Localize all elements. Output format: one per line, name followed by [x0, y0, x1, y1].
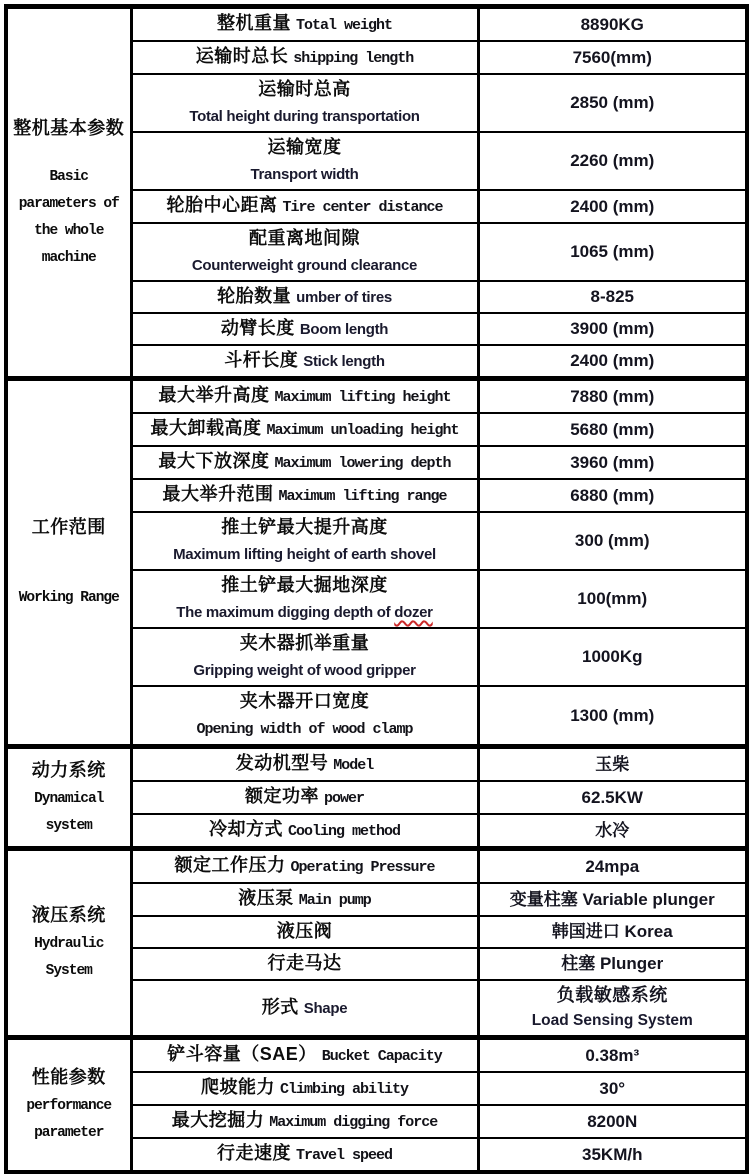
category-title-en-line: Hydraulic	[34, 936, 104, 952]
param-label-zh: 整机重量	[216, 13, 291, 33]
param-label-zh: 额定功率	[244, 786, 319, 806]
value-text: 1300 (mm)	[570, 705, 655, 725]
param-label-en: Transport width	[250, 166, 359, 183]
value-cell	[478, 413, 747, 446]
param-label-zh: 运输宽度	[267, 137, 342, 157]
spec-row	[6, 747, 747, 782]
param-label-line	[135, 918, 475, 946]
category-title-en-line: system	[45, 817, 92, 834]
param-label-zh: 最大挖掘力	[171, 1110, 265, 1130]
param-label-zh: 最大举升范围	[162, 484, 274, 504]
param-label-line	[135, 572, 475, 600]
param-label-zh: 行走速度	[216, 1143, 291, 1163]
value-text: 5680 (mm)	[570, 419, 655, 439]
param-cell	[131, 747, 478, 782]
param-cell	[131, 1072, 478, 1105]
param-cell	[131, 132, 478, 190]
param-cell	[131, 7, 478, 42]
param-label-en: umber of tires	[296, 289, 392, 306]
param-label-zh: 动臂长度	[220, 318, 295, 338]
param-cell	[131, 446, 478, 479]
param-label-zh: 行走马达	[267, 953, 342, 973]
param-cell	[131, 1138, 478, 1172]
value-cell	[478, 512, 747, 570]
param-label-line	[135, 750, 475, 779]
param-label-zh: 液压阀	[276, 921, 333, 941]
value-cell	[478, 948, 747, 980]
param-label-zh: 最大举升高度	[158, 385, 270, 405]
value-text: 30°	[599, 1078, 626, 1098]
param-cell	[131, 345, 478, 379]
param-label-line	[135, 192, 475, 221]
param-label-line	[135, 225, 475, 253]
param-label-en: Tire center distance	[282, 199, 443, 216]
param-cell	[131, 479, 478, 512]
param-label-line	[135, 1074, 475, 1103]
param-label-zh: 推土铲最大掘地深度	[221, 575, 388, 595]
category-title-en-line: machine	[41, 249, 96, 266]
param-label-zh: 发动机型号	[235, 753, 329, 773]
param-label-line	[135, 283, 475, 311]
value-text: 2400 (mm)	[570, 351, 655, 370]
param-label-en: Stick length	[303, 353, 385, 370]
value-cell	[478, 1072, 747, 1105]
param-label-en: Climbing ability	[279, 1081, 409, 1098]
value-text: 1065 (mm)	[570, 242, 655, 261]
value-text: 100(mm)	[577, 589, 648, 608]
category-cell	[6, 379, 131, 747]
value-cell	[478, 74, 747, 132]
value-text: 7560(mm)	[572, 47, 652, 67]
category-title-en-line: parameter	[34, 1125, 104, 1141]
category-title-zh: 工作范围	[31, 517, 106, 537]
param-label-zh: 运输时总高	[258, 79, 351, 99]
param-cell	[131, 628, 478, 686]
value-cell	[478, 41, 747, 74]
param-label-line	[135, 382, 475, 411]
param-label-zh: 冷却方式	[208, 819, 283, 839]
value-text: 300 (mm)	[574, 531, 650, 550]
param-label-line	[135, 1041, 475, 1070]
category-cell	[6, 7, 131, 379]
param-label-line	[135, 43, 475, 72]
param-label-line	[135, 253, 475, 279]
spec-row	[6, 379, 747, 414]
value-text: 柱塞 Plunger	[561, 954, 664, 973]
param-label-en: Counterweight ground clearance	[191, 257, 418, 274]
value-text: 2260 (mm)	[570, 151, 655, 170]
value-text: 35KM/h	[582, 1144, 643, 1164]
value-text: 8-825	[590, 287, 634, 306]
param-cell	[131, 686, 478, 747]
param-cell	[131, 413, 478, 446]
value-text: 韩国进口 Korea	[551, 922, 673, 941]
category-cell	[6, 1038, 131, 1173]
param-label-zh: 最大下放深度	[158, 451, 270, 471]
param-label-line	[135, 1107, 475, 1136]
param-cell	[131, 883, 478, 916]
param-cell	[131, 74, 478, 132]
param-label-line	[135, 885, 475, 914]
param-label-line	[135, 134, 475, 162]
param-cell	[131, 313, 478, 345]
param-label-en: Maximum lifting height of earth shovel	[173, 546, 436, 563]
param-cell	[131, 41, 478, 74]
param-label-en: Main pump	[298, 892, 371, 909]
value-cell	[478, 883, 747, 916]
param-cell	[131, 281, 478, 313]
param-label-line	[135, 816, 475, 845]
value-text: 24mpa	[585, 856, 640, 876]
value-cell	[478, 313, 747, 345]
param-label-en: Model	[333, 757, 374, 774]
param-label-zh: 推土铲最大提升高度	[221, 517, 388, 537]
category-title-en-line: performance	[26, 1098, 112, 1114]
param-label-en: Travel speed	[295, 1147, 393, 1164]
param-cell	[131, 814, 478, 849]
value-cell	[478, 345, 747, 379]
param-cell	[131, 980, 478, 1038]
value-text: 变量柱塞 Variable plunger	[509, 889, 715, 909]
value-cell	[478, 747, 747, 782]
param-label-en: shipping length	[293, 50, 414, 67]
category-title-zh: 性能参数	[31, 1067, 106, 1087]
category-title-zh: 动力系统	[31, 759, 106, 780]
param-label-zh: 形式	[261, 997, 299, 1017]
param-label-line	[135, 10, 475, 39]
param-label-en: Maximum digging force	[269, 1114, 438, 1131]
param-label-zh: 额定工作压力	[174, 855, 286, 875]
param-label-en: Maximum lifting range	[278, 488, 447, 505]
value-cell	[478, 1105, 747, 1138]
value-text-en: Load Sensing System	[531, 1012, 693, 1029]
category-title-en-line: Working Range	[18, 590, 119, 606]
param-label-line	[135, 514, 475, 542]
value-cell	[478, 281, 747, 313]
param-cell	[131, 916, 478, 948]
value-text: 1000Kg	[582, 647, 643, 666]
value-cell	[478, 980, 747, 1038]
param-cell	[131, 512, 478, 570]
value-text: 8200N	[587, 1111, 638, 1131]
param-label-line	[135, 950, 475, 978]
param-label-zh: 液压泵	[238, 888, 294, 908]
param-label-zh: 夹木器开口宽度	[239, 691, 370, 711]
param-label-zh: 最大卸载高度	[150, 418, 262, 438]
value-cell	[478, 686, 747, 747]
param-label-en: Gripping weight of wood gripper	[193, 662, 416, 679]
value-text: 玉柴	[595, 754, 630, 774]
value-cell	[478, 1138, 747, 1172]
param-cell	[131, 1105, 478, 1138]
param-label-line	[135, 688, 475, 716]
param-label-en: Maximum unloading height	[266, 422, 459, 439]
value-text: 2850 (mm)	[570, 93, 655, 112]
value-cell	[478, 916, 747, 948]
value-cell	[478, 132, 747, 190]
spec-row	[6, 1038, 747, 1073]
value-cell	[478, 379, 747, 414]
param-label-en: Opening width of wood clamp	[196, 721, 413, 738]
param-label-line	[135, 658, 475, 684]
param-label-zh: 夹木器抓举重量	[239, 633, 370, 653]
value-cell	[478, 479, 747, 512]
value-text: 水冷	[595, 820, 630, 840]
value-cell	[478, 446, 747, 479]
param-label-en: Maximum lifting height	[274, 389, 451, 406]
param-cell	[131, 570, 478, 628]
param-label-line	[135, 104, 475, 130]
param-label-line	[135, 448, 475, 477]
param-label-line	[135, 415, 475, 444]
param-label-line	[135, 542, 475, 568]
value-text: 6880 (mm)	[570, 485, 655, 505]
category-title-en-line: System	[45, 963, 92, 979]
param-label-line	[135, 76, 475, 104]
param-label-en: Maximum lowering depth	[274, 455, 451, 472]
category-title-en-line: Dynamical	[34, 790, 104, 807]
category-title-en-line: parameters of	[18, 195, 119, 212]
value-text: 7880 (mm)	[570, 386, 655, 406]
param-label-line	[135, 315, 475, 343]
param-label-zh: 爬坡能力	[200, 1077, 275, 1097]
param-label-en: Operating Pressure	[290, 859, 435, 876]
value-cell	[478, 814, 747, 849]
param-label-en: Bucket Capacity	[321, 1048, 442, 1065]
value-cell	[478, 781, 747, 814]
misspelled-word-squiggle: dozer	[394, 604, 433, 621]
param-label-en: Shape	[303, 1000, 348, 1017]
param-label-zh: 轮胎数量	[217, 286, 292, 306]
param-label-line	[135, 481, 475, 510]
param-cell	[131, 190, 478, 223]
param-cell	[131, 781, 478, 814]
value-text: 2400 (mm)	[570, 196, 655, 216]
category-title-en-line: the whole	[34, 222, 104, 239]
param-cell	[131, 849, 478, 884]
param-label-line	[135, 630, 475, 658]
param-cell	[131, 379, 478, 414]
param-label-en: Boom length	[299, 321, 389, 338]
value-cell	[478, 628, 747, 686]
value-text: 62.5KW	[581, 787, 643, 807]
param-label-zh: 轮胎中心距离	[166, 195, 278, 215]
param-label-zh: 铲斗容量（SAE）	[167, 1044, 317, 1064]
param-label-line	[135, 600, 475, 626]
param-label-line	[135, 994, 475, 1022]
param-label-line	[135, 162, 475, 188]
category-title-zh: 整机基本参数	[13, 117, 125, 138]
value-cell	[478, 1038, 747, 1073]
param-cell	[131, 223, 478, 281]
param-label-line	[135, 347, 475, 375]
value-text-zh: 负载敏感系统	[556, 985, 668, 1005]
spec-row	[6, 849, 747, 884]
param-label-zh: 运输时总长	[195, 46, 289, 66]
value-cell	[478, 570, 747, 628]
value-text: 3900 (mm)	[570, 319, 655, 338]
param-label-zh: 斗杆长度	[224, 350, 299, 370]
param-label-zh: 配重离地间隙	[249, 228, 360, 248]
spec-table-body	[6, 7, 747, 1173]
param-cell	[131, 948, 478, 980]
category-cell	[6, 849, 131, 1038]
value-cell	[478, 7, 747, 42]
param-label-line	[135, 1140, 475, 1169]
category-title-en-line: Basic	[49, 168, 88, 185]
category-title-zh: 液压系统	[31, 905, 106, 925]
param-label-en: The maximum digging depth of	[176, 604, 395, 621]
category-cell	[6, 747, 131, 849]
param-label-en: Total weight	[295, 17, 393, 34]
value-cell	[478, 190, 747, 223]
value-text: 8890KG	[580, 14, 644, 34]
spec-table	[4, 4, 749, 1174]
spec-row	[6, 7, 747, 42]
param-label-line	[135, 716, 475, 743]
param-label-line	[135, 852, 475, 881]
value-cell	[478, 849, 747, 884]
param-label-en: Cooling method	[287, 823, 401, 840]
value-text: 3960 (mm)	[570, 452, 655, 472]
value-cell	[478, 223, 747, 281]
param-label-en: Total height during transportation	[189, 108, 420, 125]
param-label-line	[135, 783, 475, 812]
value-text: 0.38m³	[585, 1045, 640, 1065]
param-cell	[131, 1038, 478, 1073]
param-label-en: power	[323, 790, 364, 807]
